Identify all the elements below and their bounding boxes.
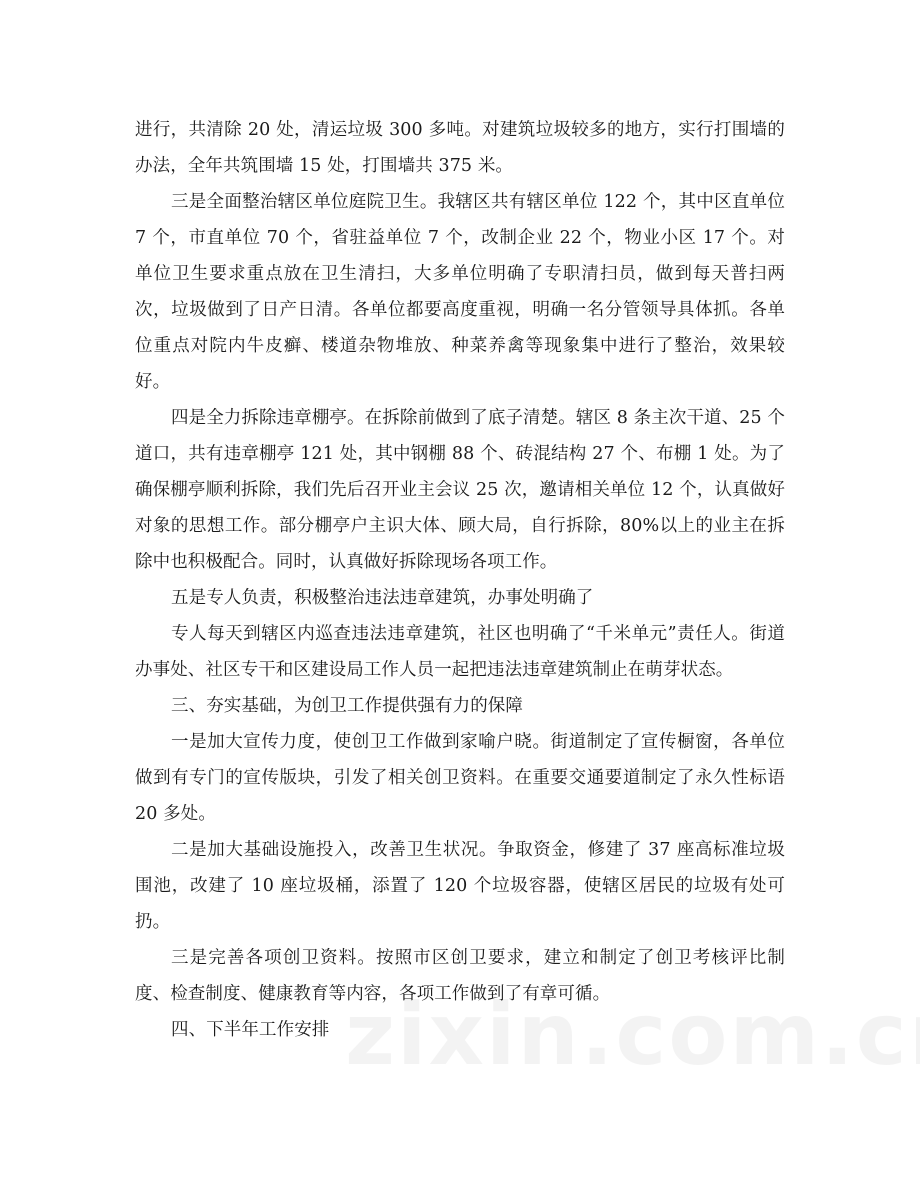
section-heading-second-half-plan: 四、下半年工作安排 (171, 1020, 330, 1040)
paragraph-publicity: 一是加大宣传力度，使创卫工作做到家喻户晓。街道制定了宣传橱窗，各单位做到有专门的宣传版块，引发了相关创卫资料。在重要交通要道制定了永久性标语 20 多处。 (135, 732, 785, 824)
paragraph-documentation: 三是完善各项创卫资料。按照市区创卫要求，建立和制定了创卫考核评比制度、检查制度、健康教育等内容，各项工作做到了有章可循。 (135, 948, 785, 1004)
paragraph-dedicated-responsibility: 五是专人负责，积极整治违法违章建筑，办事处明确了 (171, 588, 594, 608)
paragraph-infrastructure: 二是加大基础设施投入，改善卫生状况。争取资金，修建了 37 座高标准垃圾围池，改建了 10 座垃圾桶，添置了 120 个垃圾容器，使辖区居民的垃圾有处可扔。 (135, 840, 785, 932)
document-body (135, 112, 785, 1048)
section-heading-foundation: 三、夯实基础，为创卫工作提供强有力的保障 (171, 696, 523, 716)
paragraph-demolish-illegal-kiosks: 四是全力拆除违章棚亭。在拆除前做到了底子清楚。辖区 8 条主次干道、25 个道口，共有违章棚亭 121 处，其中钢棚 88 个、砖混结构 27 个、布棚 1 处。为了确保棚亭顺利拆除，我们先后召开业主会议 25 次，邀请相关单位 12 个，认真做好对象的思想工作。部分棚亭户主识大体、顾大局，自行拆除，80%以上的业主在拆除中也积极配合。同时，认真做好拆除现场各项工作。 (135, 408, 785, 572)
paragraph-unit-courtyard-sanitation: 三是全面整治辖区单位庭院卫生。我辖区共有辖区单位 122 个，其中区直单位 7 个，市直单位 70 个，省驻益单位 7 个，改制企业 22 个，物业小区 17 个。对单位卫生要求重点放在卫生清扫，大多单位明确了专职清扫员，做到每天普扫两次，垃圾做到了日产日清。各单位都要高度重视，明确一名分管领导具体抓。各单位重点对院内牛皮癣、楼道杂物堆放、种菜养禽等现象集中进行了整治，效果较好。 (135, 192, 785, 392)
paragraph-cleanup-continuation: 进行，共清除 20 处，清运垃圾 300 多吨。对建筑垃圾较多的地方，实行打围墙的办法，全年共筑围墙 15 处，打围墙共 375 米。 (135, 120, 785, 176)
paragraph-daily-inspection: 专人每天到辖区内巡查违法违章建筑，社区也明确了“千米单元”责任人。街道办事处、社区专干和区建设局工作人员一起把违法违章建筑制止在萌芽状态。 (135, 624, 785, 680)
